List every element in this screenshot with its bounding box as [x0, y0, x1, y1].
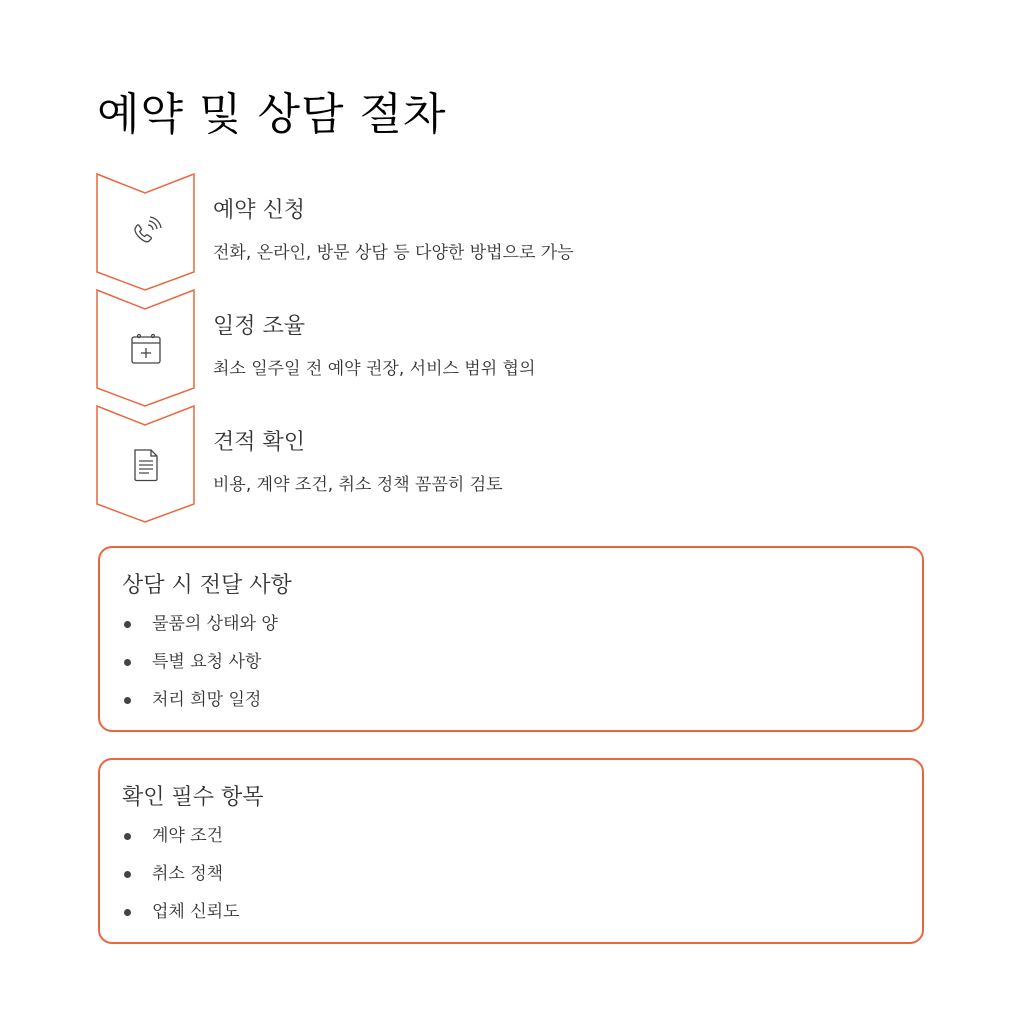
bullet-icon — [124, 697, 131, 704]
bullet-icon — [124, 833, 131, 840]
list-item — [122, 688, 278, 726]
bullet-icon — [124, 659, 131, 666]
list-item-text: 업체 신뢰도 — [152, 902, 240, 922]
step-description: 전화, 온라인, 방문 상담 등 다양한 방법으로 가능 — [213, 243, 574, 263]
card-title: 상담 시 전달 사항 — [122, 573, 292, 598]
list-item — [122, 824, 240, 862]
bullet-icon — [124, 871, 131, 878]
page-title: 예약 및 상담 절차 — [97, 89, 447, 140]
bullet-icon — [124, 621, 131, 628]
card-list — [122, 612, 278, 726]
list-item-text: 물품의 상태와 양 — [152, 614, 278, 634]
step-title: 견적 확인 — [213, 430, 306, 455]
step-estimate-check — [96, 405, 936, 523]
consultation-info-card — [98, 546, 924, 732]
step-reservation-request — [96, 173, 936, 291]
step-title: 일정 조율 — [213, 314, 306, 339]
step-description: 최소 일주일 전 예약 권장, 서비스 범위 협의 — [213, 359, 536, 379]
step-schedule-coordination — [96, 289, 936, 407]
required-check-card — [98, 758, 924, 944]
card-list — [122, 824, 240, 938]
step-description: 비용, 계약 조건, 취소 정책 꼼꼼히 검토 — [213, 475, 503, 495]
list-item — [122, 900, 240, 938]
list-item-text: 특별 요청 사항 — [152, 652, 262, 672]
step-title: 예약 신청 — [213, 198, 306, 223]
list-item-text: 취소 정책 — [152, 864, 224, 884]
card-title: 확인 필수 항목 — [122, 785, 264, 810]
phone-icon — [126, 213, 166, 253]
list-item-text: 처리 희망 일정 — [152, 690, 262, 710]
calendar-add-icon — [126, 329, 166, 369]
list-item-text: 계약 조건 — [152, 826, 224, 846]
document-icon — [126, 445, 166, 485]
list-item — [122, 862, 240, 900]
list-item — [122, 612, 278, 650]
bullet-icon — [124, 909, 131, 916]
list-item — [122, 650, 278, 688]
